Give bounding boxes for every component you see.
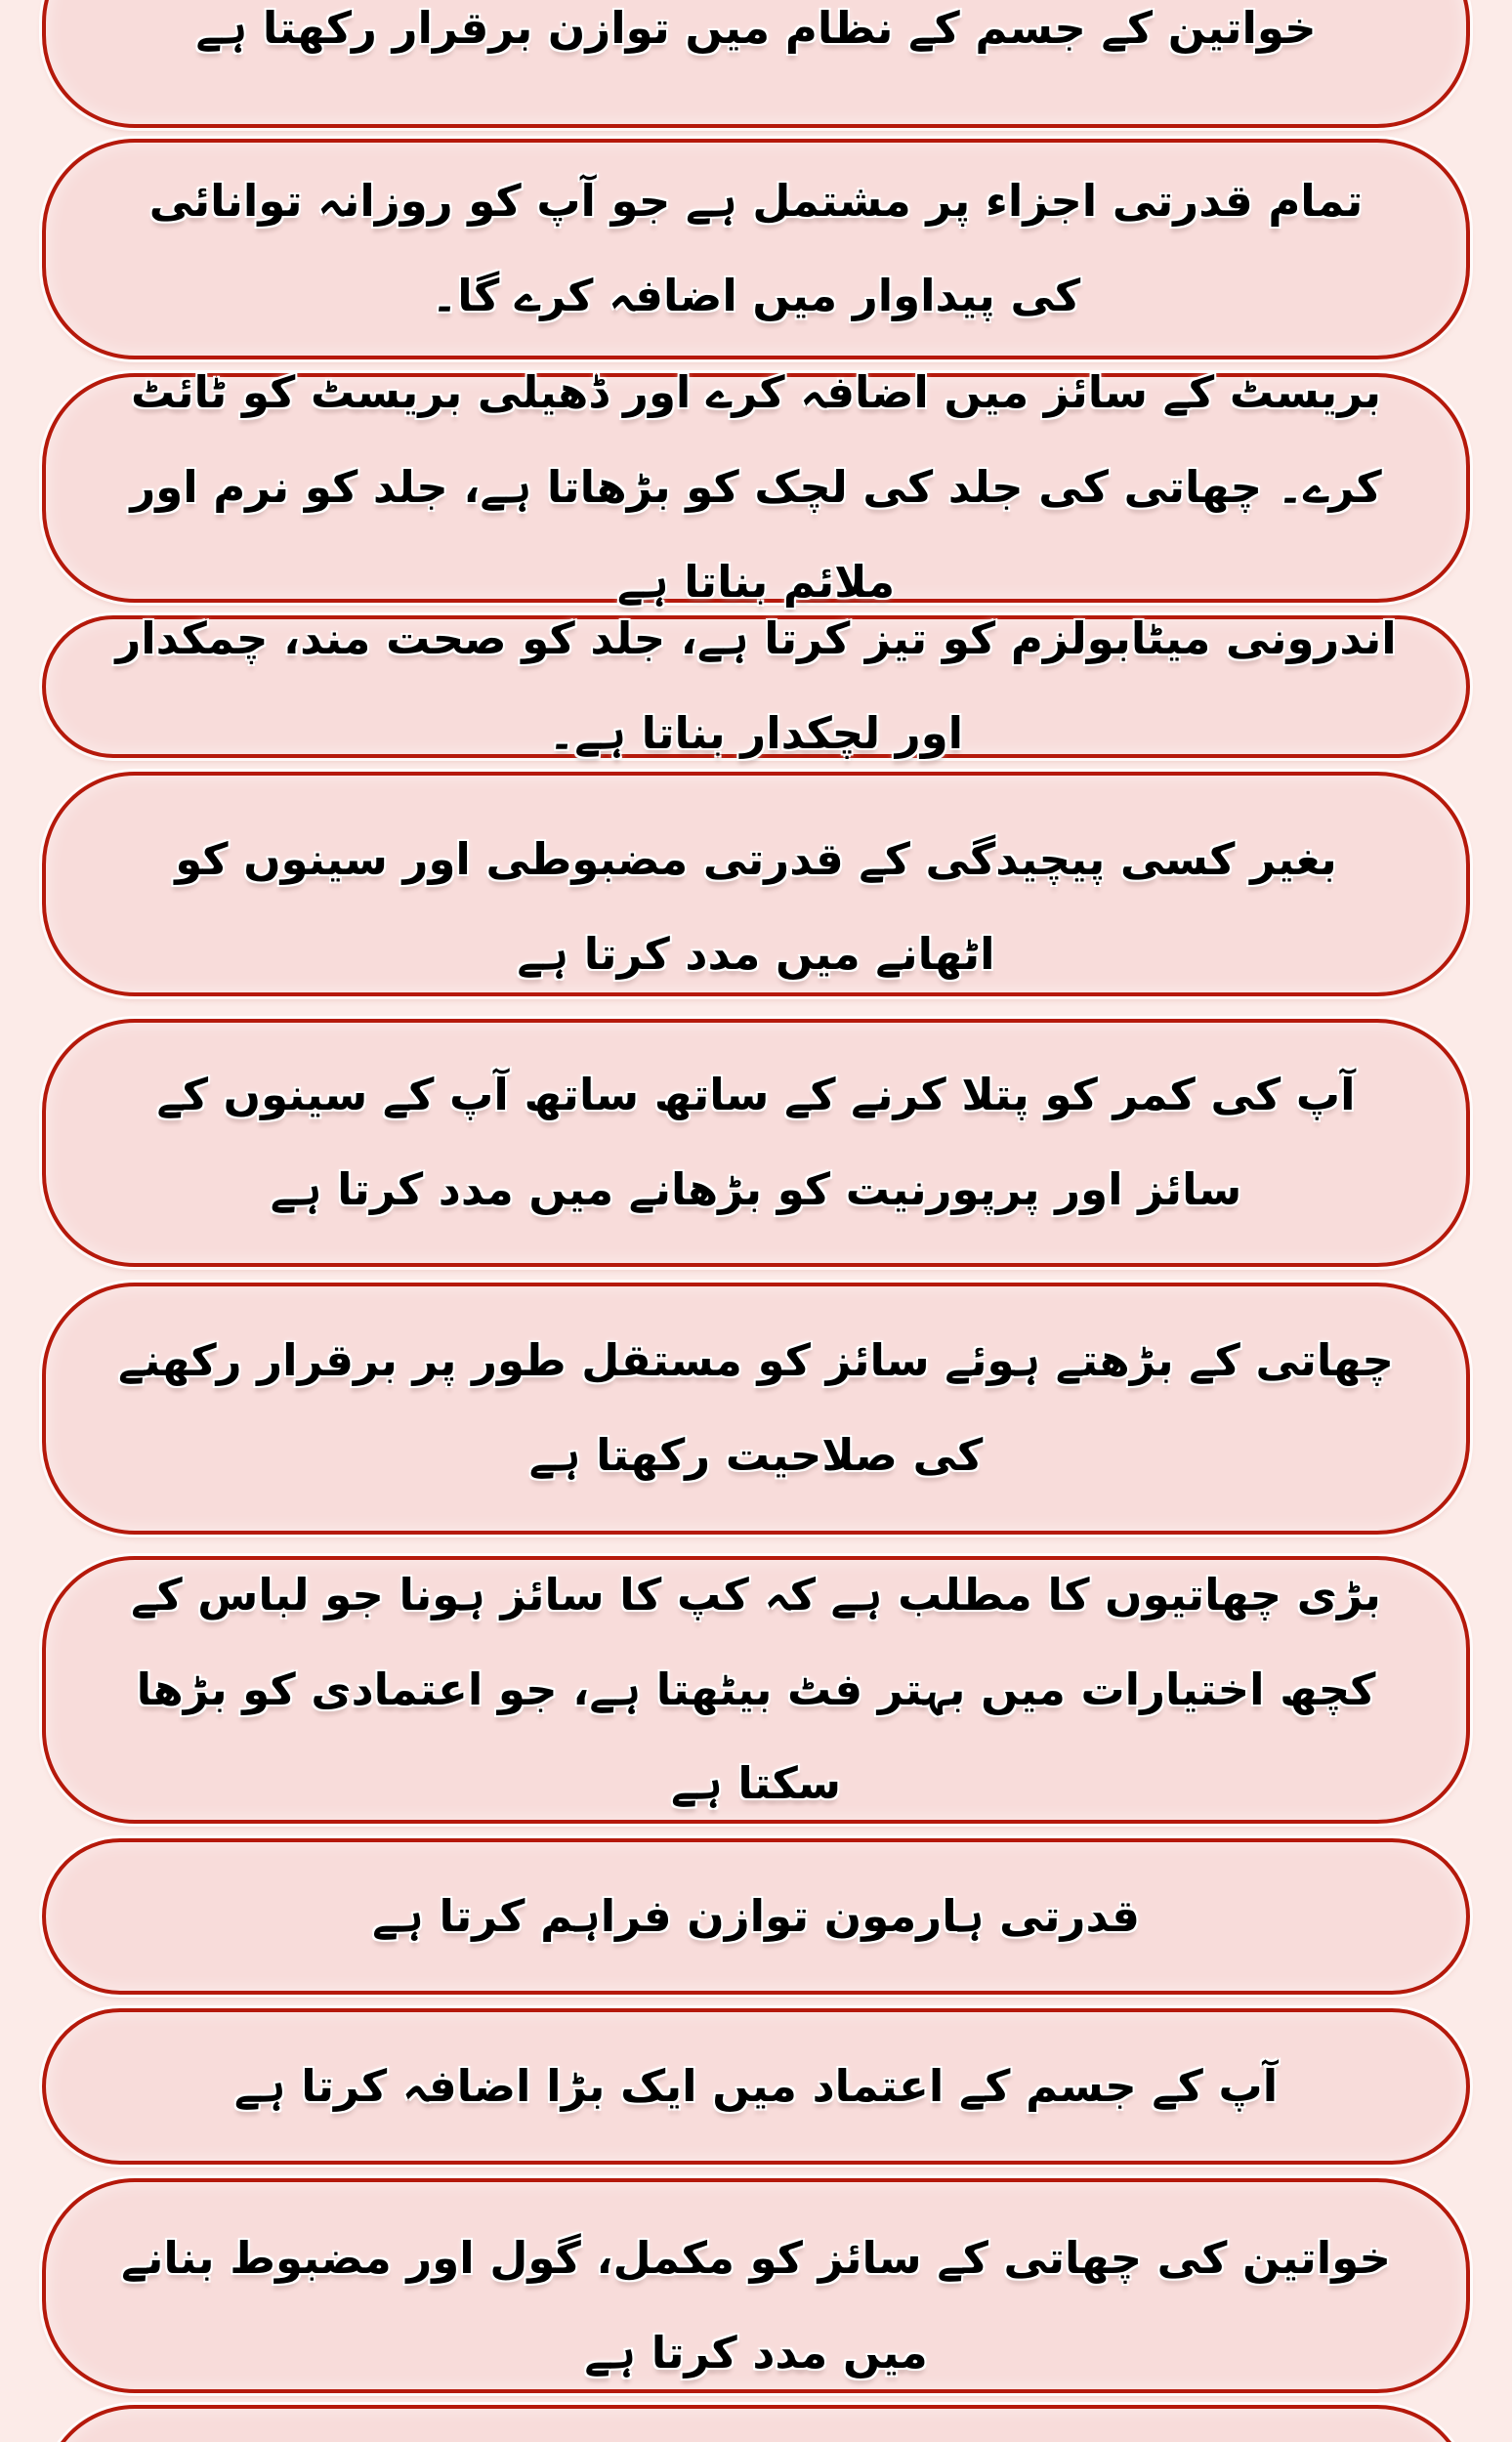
benefit-box-1 xyxy=(42,0,1470,128)
benefit-box-5 xyxy=(42,772,1470,996)
urdu-benefit-text: بڑی چھاتیوں کا مطلب ہے کہ کپ کا سائز ہونا جو لباس کے کچھ اختیارات میں بہتر فٹ بیٹھتا ہے، جو اعتمادی کو بڑھا سکتا ہے xyxy=(131,1568,1381,1810)
urdu-benefit-text: قدرتی ہارمون توازن فراہم کرتا ہے xyxy=(372,1889,1140,1942)
urdu-benefit-text: خواتین کے جسم کے نظام میں توازن برقرار رکھتا ہے xyxy=(195,2,1317,55)
urdu-benefit-text: بریسٹ کے سائز میں اضافہ کرے اور ڈھیلی بریسٹ کو ٹائٹ کرے۔ چھاتی کی جلد کی لچک کو بڑھاتا ہے، جلد کو نرم اور ملائم بناتا ہے xyxy=(130,366,1382,608)
benefit-box-12-partial xyxy=(42,2405,1470,2442)
urdu-benefit-text: چھاتی کے بڑھتے ہوئے سائز کو مستقل طور پر برقرار رکھنے کی صلاحیت رکھتا ہے xyxy=(118,1334,1394,1481)
benefit-box-6 xyxy=(42,1019,1470,1267)
benefit-box-3 xyxy=(42,366,1470,608)
benefit-box-2 xyxy=(42,139,1470,359)
urdu-benefit-text: بغیر کسی پیچیدگی کے قدرتی مضبوطی اور سینوں کو اٹھانے میں مدد کرتا ہے xyxy=(175,833,1337,980)
benefit-box-9 xyxy=(42,1838,1470,1995)
urdu-benefit-text: آپ کے جسم کے اعتماد میں ایک بڑا اضافہ کرتا ہے xyxy=(233,2059,1279,2112)
benefit-box-8 xyxy=(42,1556,1470,1824)
urdu-benefit-text: تمام قدرتی اجزاء پر مشتمل ہے جو آپ کو روزانہ توانائی کی پیداوار میں اضافہ کرے گا۔ xyxy=(148,175,1364,321)
urdu-benefit-text: خواتین کی چھاتی کے سائز کو مکمل، گول اور مضبوط بنانے میں مدد کرتا ہے xyxy=(121,2232,1391,2379)
benefit-box-11 xyxy=(42,2178,1470,2393)
urdu-benefit-text: اندرونی میٹابولزم کو تیز کرتا ہے، جلد کو صحت مند، چمکدار اور لچکدار بناتا ہے۔ xyxy=(115,612,1397,759)
benefit-box-7 xyxy=(42,1283,1470,1535)
benefit-box-10 xyxy=(42,2008,1470,2165)
urdu-benefit-text: آپ کی کمر کو پتلا کرنے کے ساتھ ساتھ آپ کے سینوں کے سائز اور پرپورنیت کو بڑھانے میں مدد کرتا ہے xyxy=(156,1069,1356,1215)
benefit-box-4 xyxy=(42,612,1470,759)
